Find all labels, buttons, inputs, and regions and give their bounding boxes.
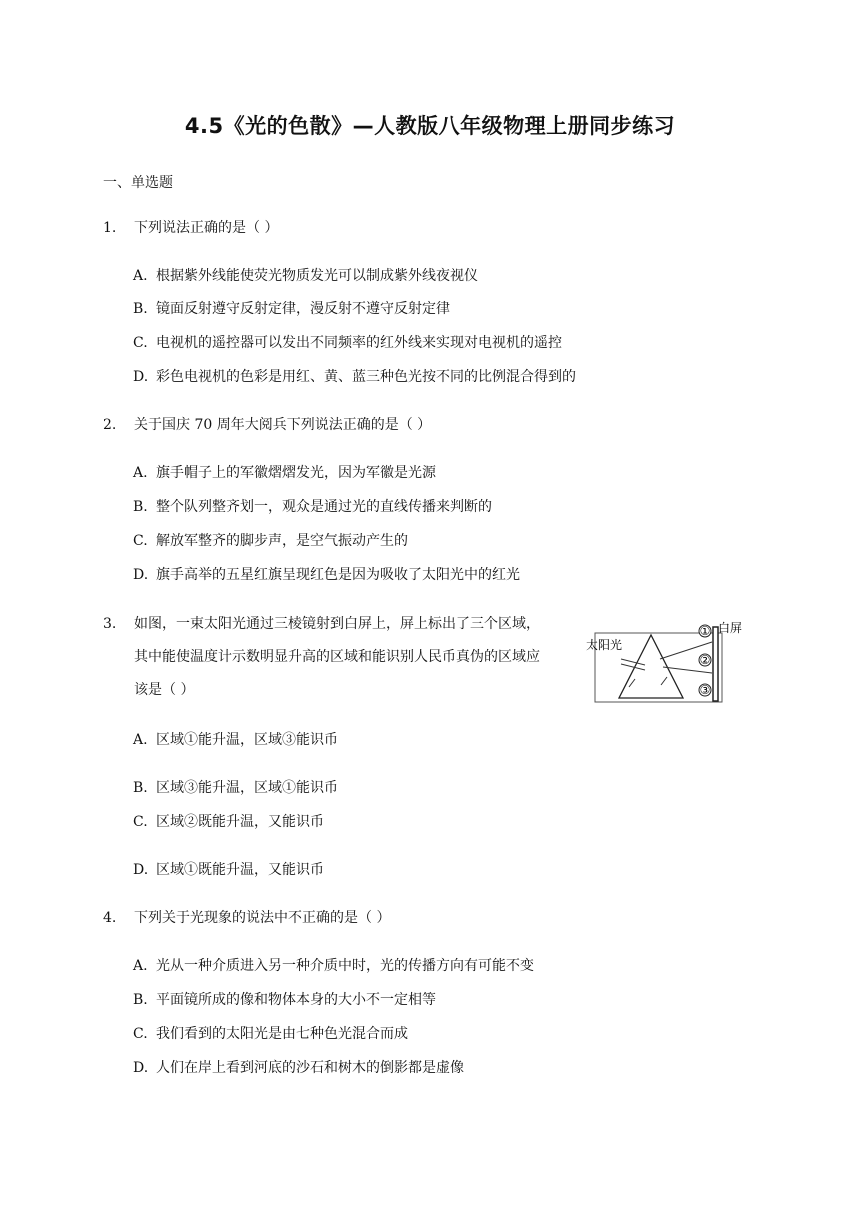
prism-shine-mark: [661, 677, 667, 685]
question-stem: 关于国庆 70 周年大阅兵下列说法正确的是（ ）: [134, 417, 432, 433]
option-1b: B. 镜面反射遵守反射定律，漫反射不遵守反射定律: [133, 301, 450, 317]
option-3d: D. 区域①既能升温，又能识币: [133, 862, 324, 878]
option-1c: C. 电视机的遥控器可以发出不同频率的红外线来实现对电视机的遥控: [133, 335, 562, 351]
option-3c: C. 区域②既能升温，又能识币: [133, 814, 324, 830]
question-number: 3.: [103, 616, 117, 632]
question-number: 2.: [103, 417, 117, 433]
option-2a: A. 旗手帽子上的军徽熠熠发光，因为军徽是光源: [133, 465, 436, 481]
option-1a: A. 根据紫外线能使荧光物质发光可以制成紫外线夜视仪: [133, 268, 478, 284]
question-stem-line-1: 如图，一束太阳光通过三棱镜射到白屏上，屏上标出了三个区域，: [134, 616, 540, 632]
sunlight-label: 太阳光: [586, 638, 623, 652]
question-stem-line-3: 该是（ ）: [134, 682, 195, 698]
prism-diagram: [585, 615, 755, 710]
option-4b: B. 平面镜所成的像和物体本身的大小不一定相等: [133, 992, 436, 1008]
option-2c: C. 解放军整齐的脚步声，是空气振动产生的: [133, 533, 408, 549]
option-4d: D. 人们在岸上看到河底的沙石和树木的倒影都是虚像: [133, 1060, 464, 1076]
white-screen: [713, 627, 718, 701]
page-title: 4.5《光的色散》—人教版八年级物理上册同步练习: [184, 114, 676, 138]
sunlight-ray: [621, 659, 645, 665]
question-stem-line-2: 其中能使温度计示数明显升高的区域和能识别人民币真伪的区域应: [134, 649, 540, 665]
screen-label: 白屏: [718, 621, 743, 635]
region-3-label: ③: [699, 683, 711, 697]
region-2-label: ②: [699, 653, 711, 667]
question-number: 4.: [103, 910, 117, 926]
option-3a: A. 区域①能升温，区域③能识币: [133, 732, 338, 748]
prism-shine-mark: [629, 679, 635, 687]
region-1-label: ①: [699, 624, 711, 638]
option-2b: B. 整个队列整齐划一，观众是通过光的直线传播来判断的: [133, 499, 492, 515]
option-2d: D. 旗手高举的五星红旗呈现红色是因为吸收了太阳光中的红光: [133, 567, 520, 583]
option-4a: A. 光从一种介质进入另一种介质中时，光的传播方向有可能不变: [133, 958, 534, 974]
question-stem: 下列关于光现象的说法中不正确的是（ ）: [134, 910, 391, 926]
question-1: [103, 218, 278, 238]
question-4: [103, 908, 390, 928]
question-3: [103, 614, 540, 634]
option-4c: C. 我们看到的太阳光是由七种色光混合而成: [133, 1026, 408, 1042]
question-stem: 下列说法正确的是（ ）: [134, 220, 279, 236]
prism-shape: [619, 635, 683, 698]
section-heading: 一、单选题: [103, 175, 173, 191]
question-number: 1.: [103, 220, 117, 236]
option-1d: D. 彩色电视机的色彩是用红、黄、蓝三种色光按不同的比例混合得到的: [133, 369, 576, 385]
question-2: [103, 415, 431, 435]
prism-figure: [585, 615, 755, 710]
option-3b: B. 区域③能升温，区域①能识币: [133, 780, 338, 796]
